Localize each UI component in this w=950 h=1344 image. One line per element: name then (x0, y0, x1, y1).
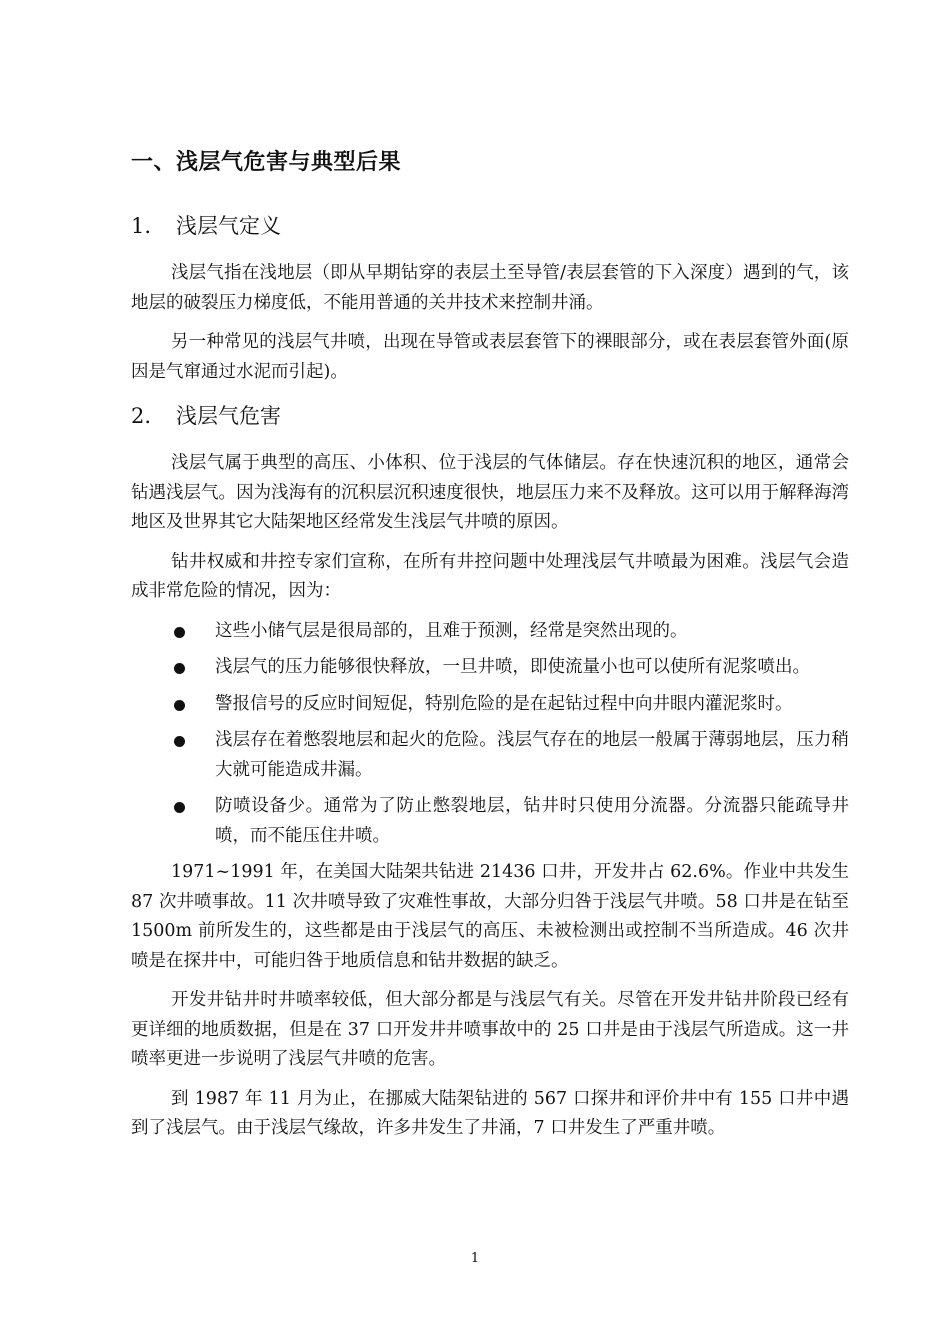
list-item-text: 防喷设备少。通常为了防止憋裂地层，钻井时只使用分流器。分流器只能疏导井喷，而不能压住井喷。 (215, 796, 849, 846)
list-item-text: 警报信号的反应时间短促，特别危险的是在起钻过程中向井眼内灌泥浆时。 (215, 693, 793, 714)
list-item (131, 617, 849, 647)
list-item (131, 690, 849, 720)
paragraph: 浅层气指在浅地层（即从早期钻穿的表层土至导管/表层套管的下入深度）遇到的气，该地层的破裂压力梯度低，不能用普通的关井技术来控制井涌。 (131, 263, 849, 313)
section-title: 一、浅层气危害与典型后果 (131, 150, 402, 175)
list-item-text: 浅层存在着憋裂地层和起火的危险。浅层气存在的地层一般属于薄弱地层，压力稍大就可能造成井漏。 (215, 730, 849, 780)
subsection-heading-1 (131, 207, 849, 245)
paragraph: 另一种常见的浅层气井喷，出现在导管或表层套管下的裸眼部分，或在表层套管外面(原因是气窜通过水泥而引起)。 (131, 332, 849, 382)
bullet-icon (174, 736, 185, 747)
bullet-list (131, 617, 849, 852)
paragraph: 钻井权威和井控专家们宣称，在所有井控问题中处理浅层气井喷最为困难。浅层气会造成非常危险的情况，因为： (131, 551, 849, 601)
page-number: 1 (470, 1251, 480, 1266)
subsection-title: 浅层气定义 (176, 214, 281, 238)
list-item (131, 792, 849, 851)
subsection-number: 1. (131, 214, 152, 238)
bullet-icon (174, 627, 185, 638)
list-item (131, 653, 849, 683)
paragraph: 浅层气属于典型的高压、小体积、位于浅层的气体储层。存在快速沉积的地区，通常会钻遇浅层气。因为浅海有的沉积层沉积速度很快，地层压力来不及释放。这可以用于解释海湾地区及世界其它大陆架地区经常发生浅层气井喷的原因。 (131, 453, 849, 532)
list-item-text: 浅层气的压力能够很快释放，一旦井喷，即使流量小也可以使所有泥浆喷出。 (215, 657, 810, 677)
bullet-icon (174, 802, 185, 813)
paragraph: 1971~1991 年，在美国大陆架共钻进 21436 口井，开发井占 62.6%。作业中共发生 87 次井喷事故。11 次井喷导致了灾难性事故，大部分归咎于浅层气井喷。58 口井是在钻至 1500m 前所发生的，这些都是由于浅层气的高压、未被检测出或控制不当所造成。46 次井喷是在探井中，可能归咎于地质信息和钻井数据的缺乏。 (131, 862, 849, 971)
paragraph: 到 1987 年 11 月为止，在挪威大陆架钻进的 567 口探井和评价井中有 155 口井中遇到了浅层气。由于浅层气缘故，许多井发生了井涌，7 口井发生了严重井喷。 (131, 1088, 849, 1138)
page-content (131, 143, 849, 1154)
subsection-title: 浅层气危害 (176, 404, 281, 428)
paragraph: 开发井钻井时井喷率较低，但大部分都是与浅层气有关。尽管在开发井钻井阶段已经有更详细的地质数据，但是在 37 口开发井井喷事故中的 25 口井是由于浅层气所造成。这一井喷率更进一步说明了浅层气井喷的危害。 (131, 990, 849, 1069)
list-item (131, 726, 849, 785)
bullet-icon (174, 700, 185, 711)
bullet-icon (174, 663, 185, 674)
subsection-number: 2. (131, 404, 152, 428)
subsection-heading-2 (131, 397, 849, 435)
list-item-text: 这些小储气层是很局部的，且难于预测，经常是突然出现的。 (215, 620, 688, 641)
